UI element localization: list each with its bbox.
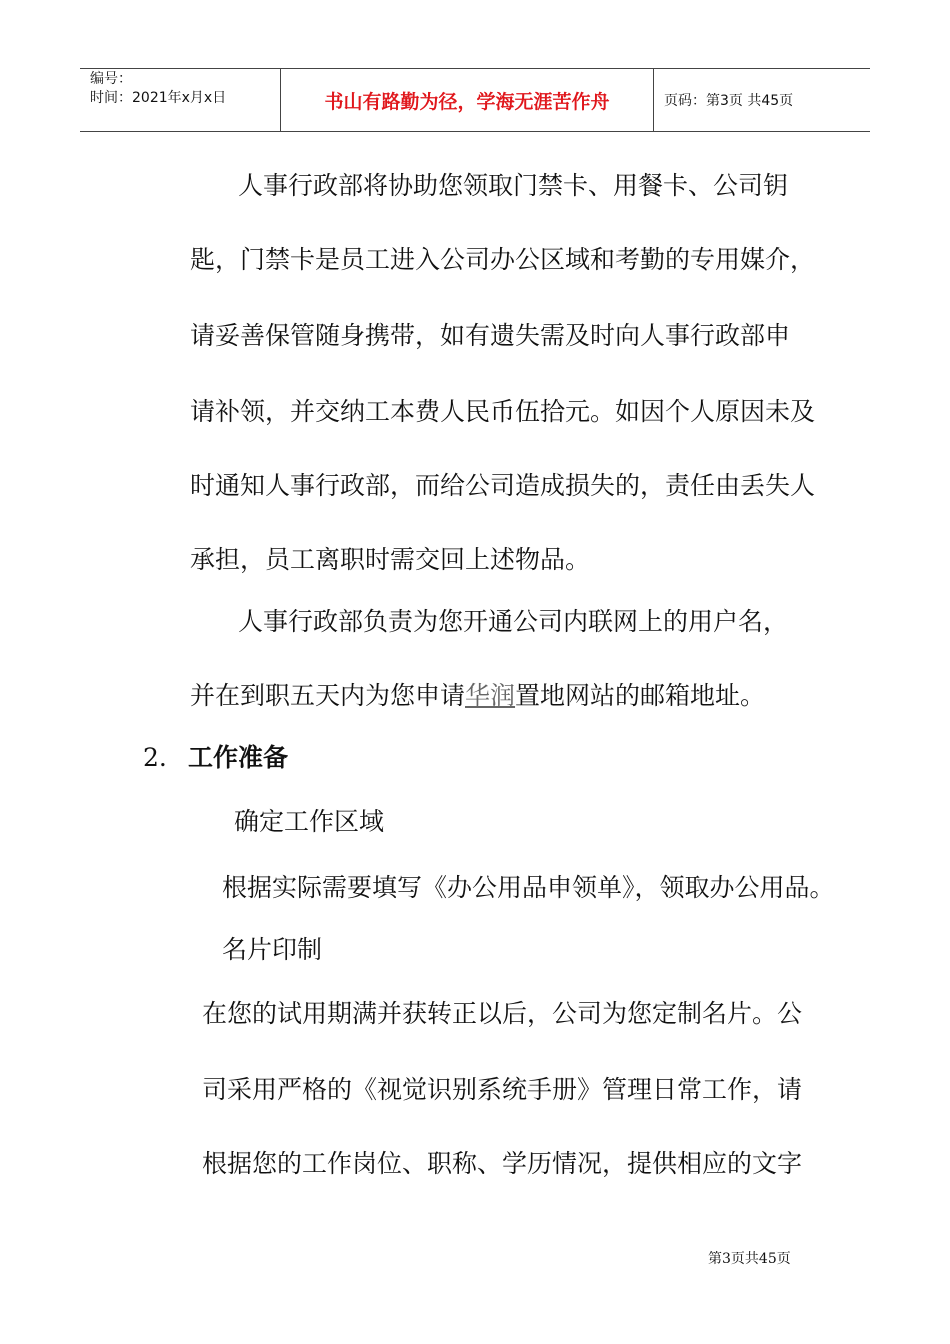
para3-line-3: 根据您的工作岗位、职称、学历情况，提供相应的文字 (202, 1149, 803, 1178)
section-title: 工作准备 (188, 743, 289, 772)
work-area-text: 根据实际需要填写《办公用品申领单》，领取办公用品。 (222, 873, 835, 902)
header-number-label: 编号： (90, 71, 132, 87)
section-heading (143, 738, 288, 774)
para2-line-1: 人事行政部负责为您开通公司内联网上的用户名， (238, 607, 789, 636)
header-motto: 书山有路勤为径，学海无涯苦作舟 (281, 69, 654, 131)
section-number: 2. (143, 743, 167, 772)
para1-line-2: 匙，门禁卡是员工进入公司办公区域和考勤的专用媒介， (190, 245, 816, 274)
para2-text-after: 置地网站的邮箱地址。 (515, 681, 766, 710)
para1-line-6: 承担，员工离职时需交回上述物品。 (190, 545, 591, 574)
para1-line-5: 时通知人事行政部，而给公司造成损失的，责任由丢失人 (190, 471, 816, 500)
document-header (80, 68, 870, 132)
para1-line-3: 请妥善保管随身携带，如有遗失需及时向人事行政部申 (190, 321, 791, 350)
para3-line-2: 司采用严格的《视觉识别系统手册》管理日常工作，请 (202, 1075, 803, 1104)
header-page-info: 页码：第3页 共45页 (664, 93, 794, 109)
page-footer: 第3页共45页 (708, 1251, 791, 1267)
huarun-link[interactable]: 华润 (465, 681, 516, 710)
para3-line-1: 在您的试用期满并获转正以后，公司为您定制名片。公 (202, 999, 803, 1028)
header-meta (80, 69, 281, 131)
subheading-business-card: 名片印制 (222, 935, 323, 964)
header-time-label: 时间：2021年x月x日 (90, 90, 227, 106)
para1-line-4: 请补领，并交纳工本费人民币伍拾元。如因个人原因未及 (190, 397, 816, 426)
para1-line-1: 人事行政部将协助您领取门禁卡、用餐卡、公司钥 (238, 171, 789, 200)
para2-line-2 (190, 676, 810, 712)
para2-text-before: 并在到职五天内为您申请 (190, 681, 466, 710)
subheading-work-area: 确定工作区域 (234, 807, 385, 836)
